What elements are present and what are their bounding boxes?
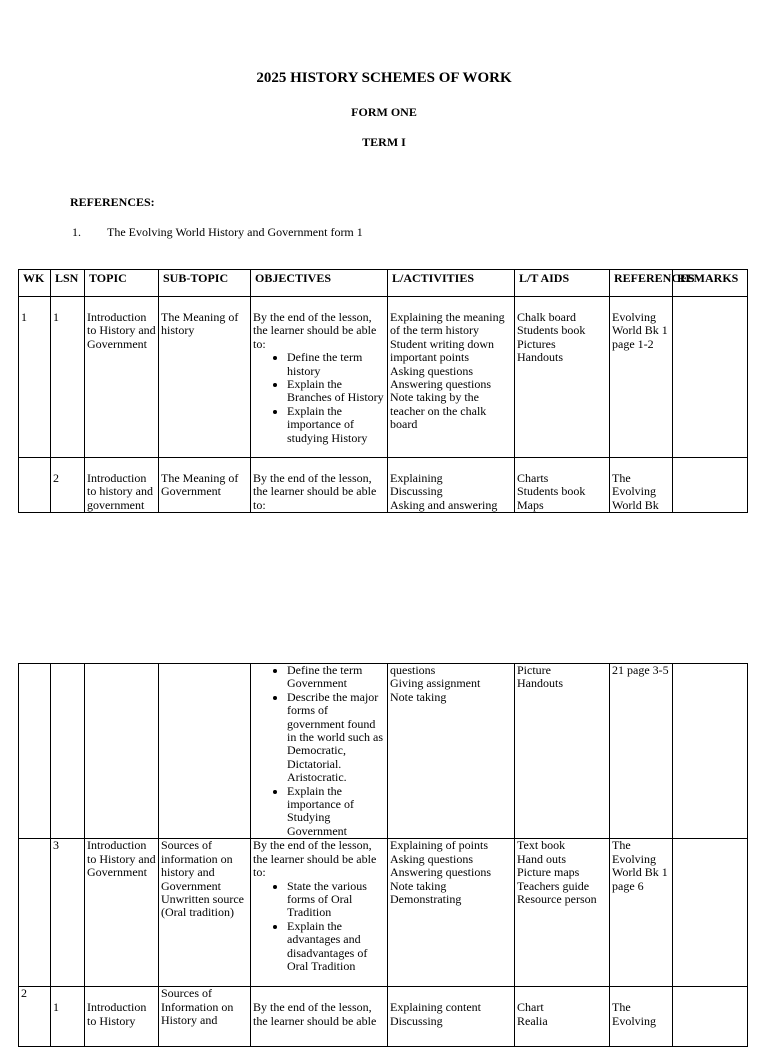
cell-aids: Chalk board Students book Pictures Handouts bbox=[515, 297, 610, 458]
reference-number: 1. bbox=[72, 225, 81, 239]
scheme-table-page-2 bbox=[18, 663, 748, 1047]
header-aids: L/T AIDS bbox=[515, 270, 610, 297]
cell-activities: questions Giving assignment Note taking bbox=[388, 664, 515, 839]
cell-wk: 1 bbox=[19, 297, 51, 458]
cell-subtopic: The Meaning of Government bbox=[159, 458, 251, 513]
table-row bbox=[19, 839, 748, 987]
cell-remarks bbox=[673, 458, 748, 513]
cell-subtopic: The Meaning of history bbox=[159, 297, 251, 458]
header-activities: L/ACTIVITIES bbox=[388, 270, 515, 297]
cell-topic: Introduction to History bbox=[85, 987, 159, 1047]
cell-aids: Text book Hand outs Picture maps Teachers guide Resource person bbox=[515, 839, 610, 987]
term-label: TERM I bbox=[362, 135, 406, 149]
cell-activities: Explaining the meaning of the term history Student writing down important points Asking questions Answering questions Note taking by the teacher on the chalk board bbox=[388, 297, 515, 458]
cell-references: The Evolving World Bk bbox=[610, 458, 673, 513]
cell-subtopic: Sources of Information on History and bbox=[159, 987, 251, 1047]
objectives-intro: By the end of the lesson, the learner should be able bbox=[253, 1000, 377, 1028]
objective-item: • Describe the major forms of government found in the world such as Democratic, Dictatorial. Aristocratic. bbox=[287, 691, 385, 785]
reference-text: The Evolving World History and Government form 1 bbox=[107, 225, 363, 239]
objective-item: • State the various forms of Oral Tradition bbox=[287, 880, 385, 920]
objective-item: • Explain the importance of studying History bbox=[287, 405, 385, 445]
cell-objectives bbox=[251, 458, 388, 513]
document-title: 2025 HISTORY SCHEMES OF WORK bbox=[256, 70, 512, 86]
reference-item bbox=[72, 225, 363, 240]
cell-lsn: 1 bbox=[51, 987, 85, 1047]
cell-aids: Picture Handouts bbox=[515, 664, 610, 839]
header-lsn: LSN bbox=[51, 270, 85, 297]
objectives-list bbox=[253, 351, 385, 445]
header-remarks: REMARKS bbox=[673, 270, 748, 297]
objective-item: • Explain the Branches of History bbox=[287, 378, 385, 405]
cell-topic: Introduction to History and Government bbox=[85, 297, 159, 458]
cell-references: The Evolving bbox=[610, 987, 673, 1047]
cell-aids: Chart Realia bbox=[515, 987, 610, 1047]
cell-activities: Explaining of points Asking questions Answering questions Note taking Demonstrating bbox=[388, 839, 515, 987]
cell-lsn: 2 bbox=[51, 458, 85, 513]
cell-references: The Evolving World Bk 1 page 6 bbox=[610, 839, 673, 987]
objectives-list bbox=[253, 664, 385, 838]
cell-remarks bbox=[673, 297, 748, 458]
cell-wk bbox=[19, 839, 51, 987]
cell-objectives bbox=[251, 839, 388, 987]
cell-topic: Introduction to History and Government bbox=[85, 839, 159, 987]
header-references: REFERENCES bbox=[610, 270, 673, 297]
cell-lsn bbox=[51, 664, 85, 839]
cell-activities: Explaining content Discussing bbox=[388, 987, 515, 1047]
scheme-table-page-1 bbox=[18, 269, 748, 513]
objectives-intro: By the end of the lesson, the learner should be able to: bbox=[253, 838, 377, 880]
objectives-list bbox=[253, 880, 385, 974]
cell-aids: Charts Students book Maps bbox=[515, 458, 610, 513]
cell-references: 21 page 3-5 bbox=[610, 664, 673, 839]
cell-wk bbox=[19, 458, 51, 513]
cell-topic: Introduction to history and government bbox=[85, 458, 159, 513]
header-subtopic: SUB-TOPIC bbox=[159, 270, 251, 297]
objective-item: • Explain the importance of Studying Government bbox=[287, 785, 385, 839]
cell-subtopic: Sources of information on history and Government Unwritten source (Oral tradition) bbox=[159, 839, 251, 987]
objective-item: • Define the term Government bbox=[287, 664, 385, 691]
cell-remarks bbox=[673, 839, 748, 987]
objective-item: • Define the term history bbox=[287, 351, 385, 378]
objectives-intro: By the end of the lesson, the learner should be able to: bbox=[253, 310, 377, 351]
table-row bbox=[19, 664, 748, 839]
cell-remarks bbox=[673, 987, 748, 1047]
references-heading: REFERENCES: bbox=[70, 195, 155, 209]
objectives-intro: By the end of the lesson, the learner should be able to: bbox=[253, 471, 377, 512]
cell-objectives bbox=[251, 664, 388, 839]
table-row bbox=[19, 987, 748, 1047]
cell-objectives bbox=[251, 297, 388, 458]
header-objectives: OBJECTIVES bbox=[251, 270, 388, 297]
cell-references: Evolving World Bk 1 page 1-2 bbox=[610, 297, 673, 458]
table-row bbox=[19, 297, 748, 458]
cell-topic bbox=[85, 664, 159, 839]
cell-lsn: 3 bbox=[51, 839, 85, 987]
cell-activities: Explaining Discussing Asking and answering bbox=[388, 458, 515, 513]
form-label: FORM ONE bbox=[351, 105, 417, 119]
header-topic: TOPIC bbox=[85, 270, 159, 297]
cell-subtopic bbox=[159, 664, 251, 839]
objective-item: • Explain the advantages and disadvantages of Oral Tradition bbox=[287, 920, 385, 974]
table-row bbox=[19, 458, 748, 513]
cell-remarks bbox=[673, 664, 748, 839]
cell-objectives bbox=[251, 987, 388, 1047]
header-row bbox=[19, 270, 748, 297]
header-wk: WK bbox=[19, 270, 51, 297]
cell-wk: 2 bbox=[19, 987, 51, 1047]
cell-wk bbox=[19, 664, 51, 839]
cell-lsn: 1 bbox=[51, 297, 85, 458]
